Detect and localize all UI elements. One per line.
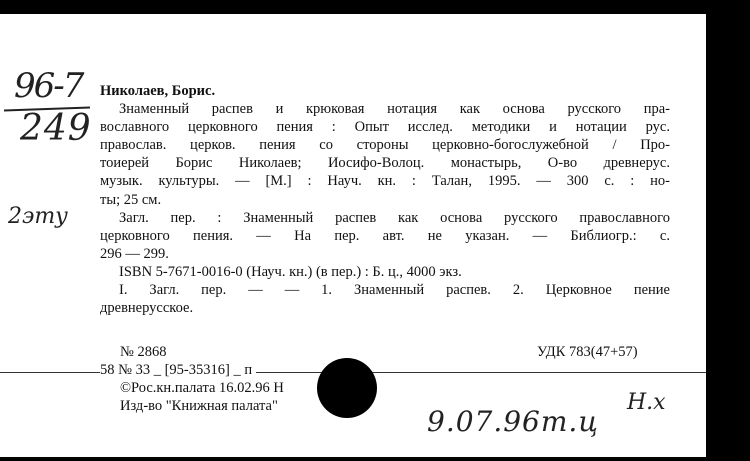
- description-line: тоиерей Борис Николаев; Иосифо-Волоц. монастырь, О-во древнерус.: [100, 155, 670, 172]
- description-line: вославного церковного пения : Опыт исслед. методики и нотации рус.: [100, 119, 670, 136]
- note-line: Загл. пер. : Знаменный распев как основа русского православного: [119, 209, 670, 226]
- scan-border-right: [706, 0, 750, 461]
- author-heading: Николаев, Борис.: [100, 83, 216, 99]
- handwritten-shelf-mark-top: 96-7: [14, 66, 83, 106]
- note-line: 296 — 299.: [100, 245, 169, 262]
- series-line: 58 № 33 _ [95-35316] _ п: [100, 362, 256, 379]
- note-line: церковного пения. — На пер. авт. не указан. — Библиогр.: с.: [100, 227, 670, 244]
- copyright-line: ©Рос.кн.палата 16.02.96 Н: [120, 380, 284, 396]
- handwritten-margin-note: 2эту: [8, 204, 68, 229]
- description-line: православ. церков. пения со стороны церковно-богослужебной / Про-: [100, 137, 670, 154]
- publisher-line: Изд-во "Книжная палата": [120, 398, 278, 414]
- description-line: музык. культуры. — [М.] : Науч. кн. : Талан, 1995. — 300 с. : но-: [100, 173, 670, 190]
- catalog-card-body: [100, 82, 670, 317]
- description-line: Знаменный распев и крюковая нотация как основа русского пра-: [119, 101, 670, 118]
- handwritten-shelf-mark-bottom: 249: [20, 108, 92, 149]
- tracing-line: I. Загл. пер. — — 1. Знаменный распев. 2. Церковное пение: [119, 282, 670, 299]
- scan-border-bottom: [0, 457, 750, 461]
- record-number: № 2868: [120, 344, 167, 360]
- handwritten-initials: Н.х: [627, 390, 666, 415]
- udk-code: УДК 783(47+57): [537, 344, 638, 360]
- handwritten-date: 9.07.96т.ц: [427, 405, 599, 438]
- scan-border-top: [0, 0, 750, 14]
- isbn-line: ISBN 5-7671-0016-0 (Науч. кн.) (в пер.) : Б. ц., 4000 экз.: [119, 263, 462, 280]
- tracing-line: древнерусское.: [100, 300, 194, 317]
- description-line: ты; 25 см.: [100, 191, 162, 208]
- punch-hole: [317, 358, 377, 418]
